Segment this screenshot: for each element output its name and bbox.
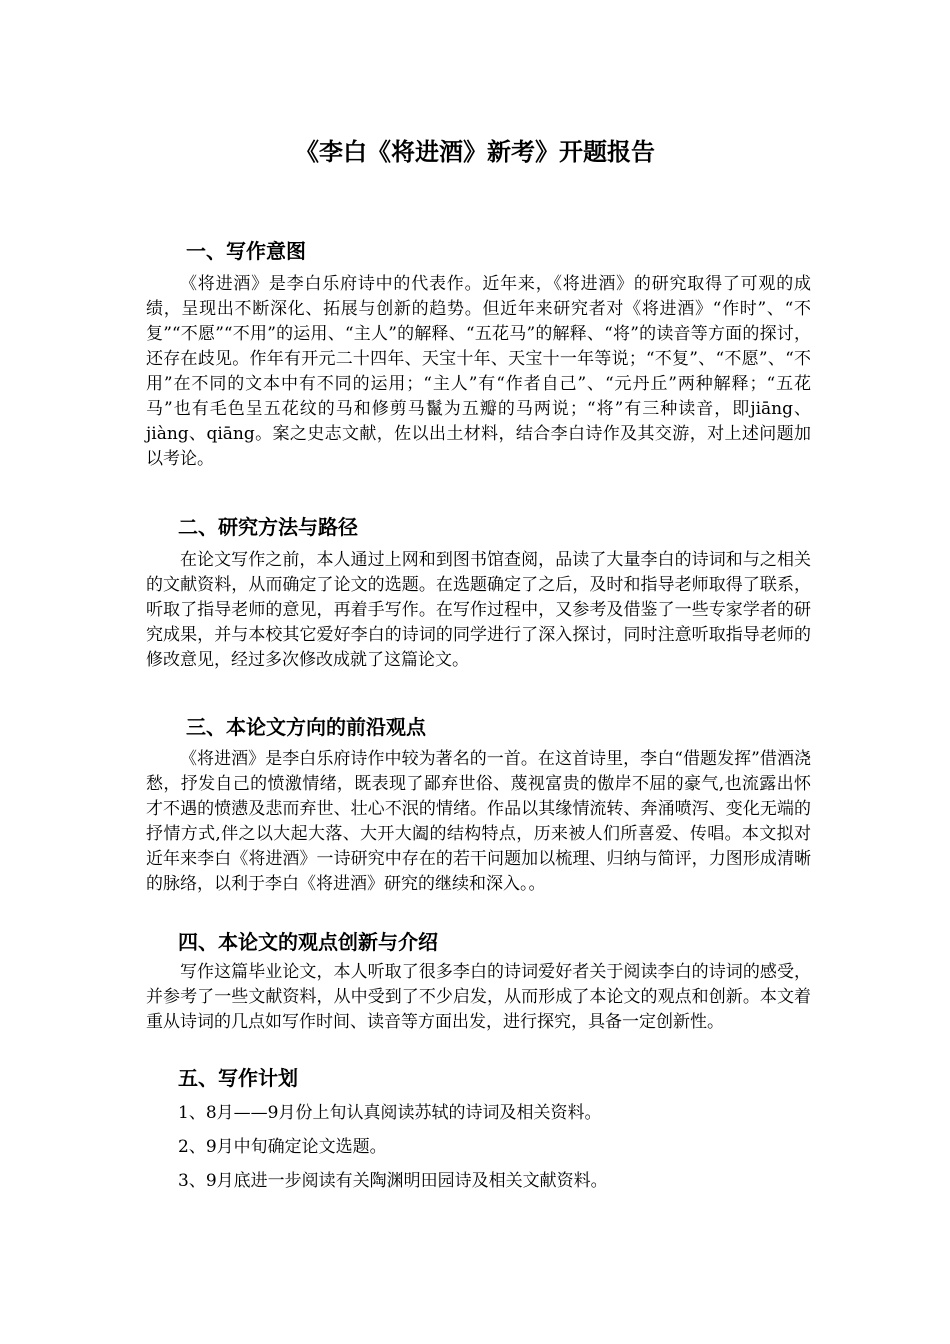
section-heading-plan: 五、写作计划 [178,1066,298,1090]
section-heading-method: 二、研究方法与路径 [178,515,358,539]
section-heading-frontier: 三、本论文方向的前沿观点 [186,715,426,739]
section-heading-innovation: 四、本论文的观点创新与介绍 [178,930,438,954]
document-title: 《李白《将进酒》新考》开题报告 [295,138,655,166]
plan-item-2: 2、9月中旬确定论文选题。 [178,1137,387,1157]
section-body-intent: 《将进酒》是李白乐府诗中的代表作。近年来，《将进酒》的研究取得了可观的成绩，呈现出不断深化、拓展与创新的趋势。但近年来研究者对《将进酒》“作时”、“不复”“不愿”“不用”的运用、“主人”的解释、“五花马”的解释、“将”的读音等方面的探讨，还存在歧见。作年有开元二十四年、天宝十年、天宝十一年等说；“不复”、“不愿”、“不用”在不同的文本中有不同的运用；“主人”有“作者自己”、“元丹丘”两种解释；“五花马”也有毛色呈五花纹的马和修剪马鬣为五瓣的马两说；“将”有三种读音，即jiāng、jiàng、qiāng。案之史志文献，佐以出土材料，结合李白诗作及其交游，对上述问题加以考论。 [146,274,811,469]
section-body-method: 在论文写作之前，本人通过上网和到图书馆查阅，品读了大量李白的诗词和与之相关的文献资料，从而确定了论文的选题。在选题确定了之后，及时和指导老师取得了联系，听取了指导老师的意见，再着手写作。在写作过程中，又参考及借鉴了一些专家学者的研究成果，并与本校其它爱好李白的诗词的同学进行了深入探讨，同时注意听取指导老师的修改意见，经过多次修改成就了这篇论文。 [146,550,811,670]
section-body-innovation: 写作这篇毕业论文，本人听取了很多李白的诗词爱好者关于阅读李白的诗词的感受，并参考了一些文献资料，从中受到了不少启发，从而形成了本论文的观点和创新。本文着重从诗词的几点如写作时间、读音等方面出发，进行探究，具备一定创新性。 [146,962,811,1032]
section-body-frontier: 《将进酒》是李白乐府诗作中较为著名的一首。在这首诗里，李白“借题发挥”借酒浇愁，抒发自己的愤激情绪，既表现了鄙弃世俗、蔑视富贵的傲岸不屈的豪气,也流露出怀才不遇的愤懑及悲而弃世、壮心不泯的情绪。作品以其缘情流转、奔涌喷泻、变化无端的抒情方式,伴之以大起大落、大开大阖的结构特点，历来被人们所喜爱、传唱。本文拟对近年来李白《将进酒》一诗研究中存在的若干问题加以梳理、归纳与简评，力图形成清晰的脉络，以利于李白《将进酒》研究的继续和深入。。 [146,749,811,894]
section-heading-intent: 一、写作意图 [186,239,306,263]
plan-item-1: 1、8月——9月份上旬认真阅读苏轼的诗词及相关资料。 [178,1103,602,1123]
plan-item-3: 3、9月底进一步阅读有关陶渊明田园诗及相关文献资料。 [178,1171,608,1191]
